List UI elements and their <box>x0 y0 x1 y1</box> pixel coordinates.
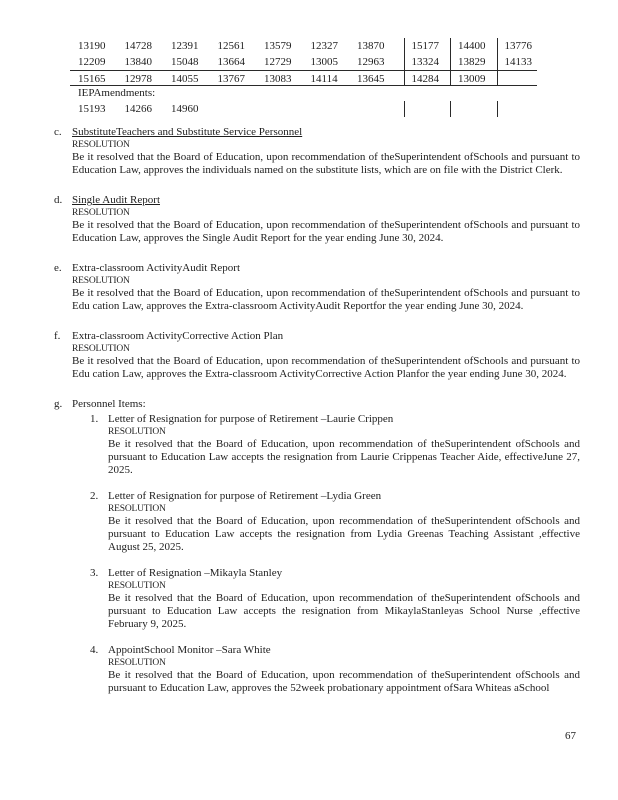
table-cell: 13083 <box>264 73 292 85</box>
table-cell: 12963 <box>357 56 385 68</box>
numbers-table <box>70 38 537 117</box>
page-number: 67 <box>565 730 576 742</box>
section-heading: Extra-classroom ActivityAudit Report <box>72 262 241 274</box>
table-row <box>70 38 537 54</box>
item-heading: Letter of Resignation –Mikayla Stanley <box>108 567 283 579</box>
table-cell: 14960 <box>171 103 199 115</box>
section-letter: d. <box>54 194 63 206</box>
section-e <box>54 262 580 313</box>
table-cell <box>311 101 358 117</box>
section-heading: SubstituteTeachers and Substitute Service Personnel <box>72 126 303 138</box>
table-cell: 12729 <box>264 56 292 68</box>
item-number: 1. <box>90 413 99 425</box>
personnel-item-2 <box>90 490 580 554</box>
table-cell: 12978 <box>124 73 152 85</box>
item-heading: Letter of Resignation for purpose of Retirement –Lydia Green <box>108 490 382 502</box>
section-letter: f. <box>54 330 61 342</box>
personnel-item-1 <box>90 413 580 477</box>
table-cell <box>497 71 544 85</box>
table-cell: 14400 <box>450 38 497 54</box>
section-f <box>54 330 580 381</box>
resolution-text: Be it resolved that the Board of Education, upon recommendation of theSuperintendent ofSchools and pursuant to Education Law accepts the resignation from Laurie Crippenas Teacher Aide, effectiveJune 27, 2025. <box>108 438 580 476</box>
resolution-text: Be it resolved that the Board of Education, upon recommendation of theSuperintendent ofSchools and pursuant to Education Law accepts the resignation from MikaylaStanleyas School Nurse ,effective February 9, 2025. <box>108 592 580 630</box>
table-cell: 13645 <box>357 73 385 85</box>
table-cell <box>218 101 265 117</box>
table-cell: 12327 <box>310 40 338 52</box>
item-number: 3. <box>90 567 99 579</box>
table-cell: 14266 <box>124 103 152 115</box>
item-heading: Letter of Resignation for purpose of Retirement –Laurie Crippen <box>108 413 394 425</box>
table-cell: 13840 <box>124 56 152 68</box>
table-cell: 14055 <box>171 73 199 85</box>
table-cell <box>450 101 497 117</box>
resolution-label: RESOLUTION <box>72 140 130 150</box>
table-cell: 14728 <box>124 40 152 52</box>
section-heading: Extra-classroom ActivityCorrective Action Plan <box>72 330 284 342</box>
table-row <box>70 101 537 117</box>
section-letter: g. <box>54 398 63 410</box>
section-c <box>54 126 580 177</box>
resolution-text: Be it resolved that the Board of Education, upon recommendation of theSuperintendent ofSchools and pursuant to Edu cation Law, approves the Extra-classroom ActivityAudit Reportfor the year ending June 30, 2024. <box>72 287 580 312</box>
table-cell: 13190 <box>78 40 106 52</box>
table-cell: 14133 <box>497 54 544 70</box>
document-body <box>54 126 580 712</box>
table-cell: 12561 <box>217 40 245 52</box>
table-cell: 14114 <box>310 73 338 85</box>
resolution-text: Be it resolved that the Board of Education, upon recommendation of theSuperintendent ofSchools and pursuant to Education Law accepts the resignation from Lydia Greenas Teaching Assistant ,effective August 25, 2025. <box>108 515 580 553</box>
item-heading: AppointSchool Monitor –Sara White <box>108 644 271 656</box>
resolution-text: Be it resolved that the Board of Education, upon recommendation of theSuperintendent ofSchools and pursuant to Edu cation Law, approves the Extra-classroom ActivityCorrective Action Planfor the year ending June 30, 2024. <box>72 355 580 380</box>
resolution-label: RESOLUTION <box>108 504 166 514</box>
personnel-item-3 <box>90 567 580 631</box>
section-g <box>54 398 580 695</box>
table-cell: 12209 <box>78 56 106 68</box>
table-cell <box>264 101 311 117</box>
table-cell: 13664 <box>217 56 245 68</box>
resolution-label: RESOLUTION <box>108 658 166 668</box>
section-heading: Personnel Items: <box>72 398 146 410</box>
table-cell: 13579 <box>264 40 292 52</box>
table-cell: 15177 <box>404 38 451 54</box>
iep-amendments-label: IEPAmendments: <box>78 87 156 99</box>
resolution-text: Be it resolved that the Board of Education, upon recommendation of theSuperintendent ofSchools and pursuant to Education Law, approves the 52week probationary appointment ofSara Whiteas aSchool <box>108 669 580 694</box>
section-letter: c. <box>54 126 62 138</box>
resolution-label: RESOLUTION <box>72 276 130 286</box>
table-cell <box>497 101 544 117</box>
resolution-text: Be it resolved that the Board of Education, upon recommendation of theSuperintendent ofSchools and pursuant to Education Law, approves the Single Audit Report for the year ending June 30, 2024. <box>72 219 580 244</box>
table-cell: 13005 <box>310 56 338 68</box>
resolution-label: RESOLUTION <box>108 427 166 437</box>
table-cell: 15165 <box>78 73 106 85</box>
section-d <box>54 194 580 245</box>
section-heading: Single Audit Report <box>72 194 160 206</box>
table-cell: 13009 <box>450 71 497 85</box>
table-cell <box>357 101 404 117</box>
table-cell <box>404 101 451 117</box>
section-letter: e. <box>54 262 62 274</box>
table-cell: 13829 <box>450 54 497 70</box>
table-cell: 15193 <box>78 103 106 115</box>
table-cell: 13324 <box>404 54 451 70</box>
item-number: 4. <box>90 644 99 656</box>
table-cell: 13870 <box>357 40 385 52</box>
table-cell: 14284 <box>404 71 451 85</box>
resolution-label: RESOLUTION <box>72 208 130 218</box>
personnel-item-4 <box>90 644 580 695</box>
resolution-label: RESOLUTION <box>72 344 130 354</box>
table-cell: 13776 <box>497 38 544 54</box>
table-cell: 15048 <box>171 56 199 68</box>
resolution-text: Be it resolved that the Board of Education, upon recommendation of theSuperintendent ofSchools and pursuant to Education Law, approves the individuals named on the substitute lists, which are on file with the District Clerk. <box>72 151 580 176</box>
resolution-label: RESOLUTION <box>108 581 166 591</box>
table-row <box>70 54 537 70</box>
item-number: 2. <box>90 490 99 502</box>
table-cell: 13767 <box>217 73 245 85</box>
table-row <box>70 70 537 86</box>
table-cell: 12391 <box>171 40 199 52</box>
